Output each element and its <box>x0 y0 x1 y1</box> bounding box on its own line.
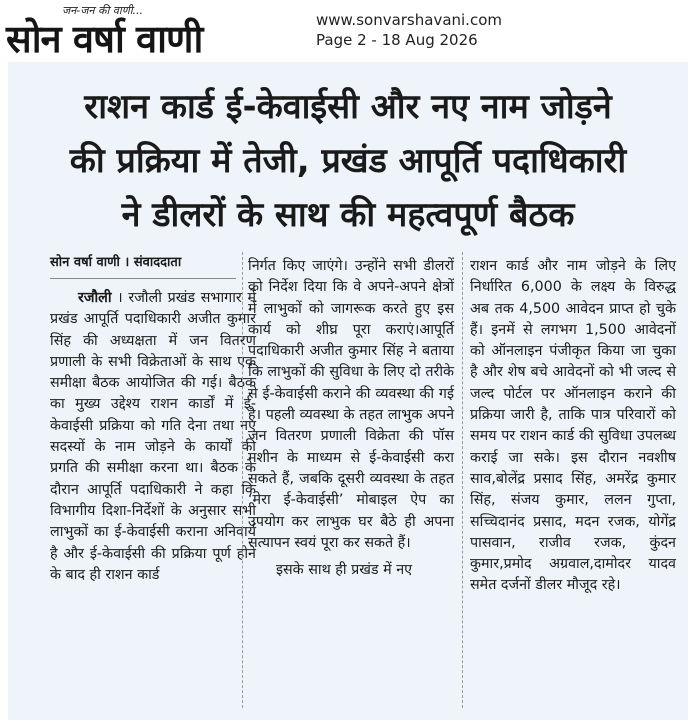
column-divider <box>462 252 464 708</box>
column-divider <box>242 252 244 708</box>
tagline: जन-जन की वाणी... <box>62 4 144 17</box>
newspaper-logo <box>4 2 304 61</box>
column-1 <box>50 288 256 586</box>
masthead-meta <box>316 10 502 50</box>
website-url: www.sonvarshavani.com <box>316 11 502 29</box>
headline-line: की प्रक्रिया में तेजी, प्रखंड आपूर्ति पदाधिकारी <box>69 141 627 181</box>
article <box>8 62 688 720</box>
page-info: Page 2 - 18 Aug 2026 <box>316 31 478 49</box>
brand-name: सोन वर्षा वाणी <box>6 17 203 61</box>
masthead <box>0 0 693 60</box>
byline: सोन वर्षा वाणी । संवाददाता <box>50 255 182 270</box>
headline-line: राशन कार्ड ई-केवाईसी और नए नाम जोड़ने <box>84 87 612 127</box>
byline-divider <box>50 278 236 279</box>
column-2-continued: इसके साथ ही प्रखंड में नए <box>276 562 413 579</box>
column-2 <box>248 256 454 581</box>
column-1-text: । रजौली प्रखंड सभागार में प्रखंड आपूर्ति पदाधिकारी अजीत कुमार सिंह की अध्यक्षता में जन वितरण प्रणाली के सभी विक्रेताओं के साथ एक समीक्षा बैठक आयोजित की गई। बैठक का मुख्य उद्देश्य राशन कार्डों में ई-केवाईसी प्रक्रिया को गति देना तथा नए सदस्यों के नाम जोड़ने के कार्यों की प्रगति की समीक्षा करना था। बैठक के दौरान आपूर्ति पदाधिकारी ने कहा कि विभागीय दिशा-निर्देशों के अनुसार सभी लाभुकों का ई-केवाईसी कराना अनिवार्य है और ई-केवाईसी की प्रक्रिया पूर्ण होने के बाद ही राशन कार्ड <box>50 290 256 583</box>
column-3 <box>470 256 676 597</box>
headline <box>8 80 688 242</box>
column-3-text: राशन कार्ड और नाम जोड़ने के लिए निर्धारित 6,000 के लक्ष्य के विरुद्ध अब तक 4,500 आवेदन प्राप्त हो चुके हैं। इनमें से लगभग 1,500 आवेदनों को ऑनलाइन पंजीकृत किया जा चुका है और शेष बचे आवेदनों को भी जल्द से जल्द पोर्टल पर ऑनलाइन कराने की प्रक्रिया जारी है, ताकि पात्र परिवारों को समय पर राशन कार्ड की सुविधा उपलब्ध कराई जा सके। इस दौरान नवशीष साव,बोलेंद्र प्रसाद सिंह, अमरेंद्र कुमार सिंह, संजय कुमार, ललन गुप्ता, सच्चिदानंद प्रसाद, मदन रजक, योगेंद्र पासवान, राजीव रजक, कुंदन कुमार,प्रमोद अग्रवाल,दामोदर यादव समेत दर्जनों डीलर मौजूद रहे। <box>470 258 676 594</box>
article-body <box>8 252 688 712</box>
dateline: रजौली <box>78 290 112 306</box>
headline-line: ने डीलरों के साथ की महत्वपूर्ण बैठक <box>121 195 575 235</box>
column-2-text: निर्गत किए जाएंगे। उन्होंने सभी डीलरों को निर्देश दिया कि वे अपने-अपने क्षेत्रों में लाभुकों को जागरूक करते हुए इस कार्य को शीघ्र पूरा कराएं।आपूर्ति पदाधिकारी अजीत कुमार सिंह ने बताया कि लाभुकों की सुविधा के लिए दो तरीके से ई-केवाईसी कराने की व्यवस्था की गई है। पहली व्यवस्था के तहत लाभुक अपने जन वितरण प्रणाली विक्रेता की पॉस मशीन के माध्यम से ई-केवाईसी करा सकते हैं, जबकि दूसरी व्यवस्था के तहत ‘मेरा ई-केवाईसी’ मोबाइल ऐप का उपयोग कर लाभुक घर बैठे ही अपना सत्यापन स्वयं पूरा कर सकते हैं। <box>248 258 454 551</box>
